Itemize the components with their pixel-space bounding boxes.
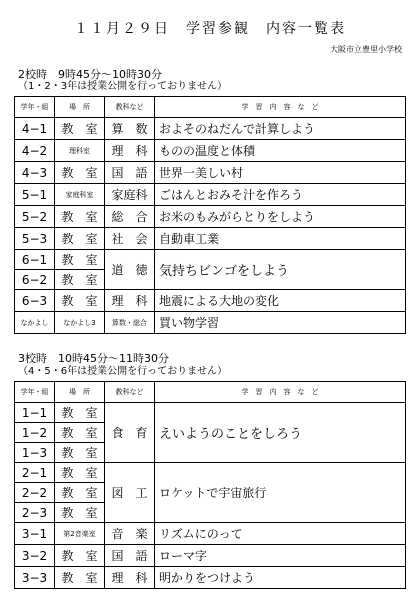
- content-cell: 買い物学習: [155, 312, 406, 334]
- grade-cell: 3−1: [15, 523, 55, 545]
- table-row: [15, 118, 406, 140]
- header-content: 学 習 内 容 な ど: [155, 97, 406, 118]
- content-cell: ごはんとおみそ汁を作ろう: [155, 184, 406, 206]
- content-cell: リズムにのって: [155, 523, 406, 545]
- place-cell: 教 室: [55, 290, 105, 312]
- place-cell: なかよし3: [55, 312, 105, 334]
- grade-cell: 4−2: [15, 140, 55, 162]
- grade-cell: 3−3: [15, 567, 55, 589]
- table-row: [15, 228, 406, 250]
- subject-cell: 総 合: [105, 206, 155, 228]
- subject-cell: 理 科: [105, 290, 155, 312]
- period2-time: 2校時 9時45分～10時30分: [18, 68, 162, 81]
- period3-time: 3校時 10時45分～11時30分: [18, 352, 169, 365]
- table-row: [15, 140, 406, 162]
- place-cell: 教 室: [55, 403, 105, 423]
- place-cell: 家庭科室: [55, 184, 105, 206]
- place-cell: 理科室: [55, 140, 105, 162]
- content-cell: ロケットで宇宙旅行: [155, 463, 406, 523]
- subject-cell: 算数・総合: [105, 312, 155, 334]
- grade-cell: 1−2: [15, 423, 55, 443]
- grade-cell: 1−3: [15, 443, 55, 463]
- period3-note: （4・5・6年は授業公開を行っておりません）: [18, 366, 228, 377]
- page-title: １１月２９日 学習参観 内容一覧表: [74, 21, 346, 37]
- header-subject: 教科など: [105, 97, 155, 118]
- header-grade: 学年・組: [15, 97, 55, 118]
- content-cell: ローマ字: [155, 545, 406, 567]
- table-row: [15, 312, 406, 334]
- header-place: 場 所: [55, 382, 105, 403]
- table-header-row: [15, 382, 406, 403]
- grade-cell: 4−3: [15, 162, 55, 184]
- table-row: [15, 250, 406, 270]
- header-content: 学 習 内 容 な ど: [155, 382, 406, 403]
- subject-cell: 図 工: [105, 463, 155, 523]
- place-cell: 教 室: [55, 567, 105, 589]
- grade-cell: 6−3: [15, 290, 55, 312]
- header-place: 場 所: [55, 97, 105, 118]
- header-grade: 学年・組: [15, 382, 55, 403]
- grade-cell: 6−2: [15, 270, 55, 290]
- place-cell: 教 室: [55, 545, 105, 567]
- grade-cell: 4−1: [15, 118, 55, 140]
- grade-cell: 1−1: [15, 403, 55, 423]
- period3-table: [14, 381, 406, 589]
- period2-note: （1・2・3年は授業公開を行っておりません）: [18, 81, 228, 92]
- table-row: [15, 523, 406, 545]
- table-row: [15, 184, 406, 206]
- subject-cell: 社 会: [105, 228, 155, 250]
- table-row: [15, 290, 406, 312]
- grade-cell: 2−3: [15, 503, 55, 523]
- header-subject: 教科など: [105, 382, 155, 403]
- table-row: [15, 567, 406, 589]
- content-cell: 明かりをつけよう: [155, 567, 406, 589]
- place-cell: 教 室: [55, 206, 105, 228]
- table-header-row: [15, 97, 406, 118]
- place-cell: 教 室: [55, 503, 105, 523]
- content-cell: お米のもみがらとりをしよう: [155, 206, 406, 228]
- table-row: [15, 162, 406, 184]
- grade-cell: 5−1: [15, 184, 55, 206]
- place-cell: 第2音楽室: [55, 523, 105, 545]
- school-name: 大阪市立豊里小学校: [330, 45, 402, 54]
- content-cell: えいようのことをしろう: [155, 403, 406, 463]
- place-cell: 教 室: [55, 270, 105, 290]
- table-row: [15, 463, 406, 483]
- grade-cell: 2−2: [15, 483, 55, 503]
- subject-cell: 国 語: [105, 545, 155, 567]
- content-cell: 気持ちビンゴをしよう: [155, 250, 406, 290]
- subject-cell: 理 科: [105, 567, 155, 589]
- grade-cell: 6−1: [15, 250, 55, 270]
- content-cell: およそのねだんで計算しよう: [155, 118, 406, 140]
- content-cell: 自動車工業: [155, 228, 406, 250]
- place-cell: 教 室: [55, 423, 105, 443]
- subject-cell: 家庭科: [105, 184, 155, 206]
- subject-cell: 国 語: [105, 162, 155, 184]
- place-cell: 教 室: [55, 483, 105, 503]
- content-cell: ものの温度と体積: [155, 140, 406, 162]
- place-cell: 教 室: [55, 228, 105, 250]
- grade-cell: 5−2: [15, 206, 55, 228]
- subject-cell: 音 楽: [105, 523, 155, 545]
- grade-cell: 2−1: [15, 463, 55, 483]
- place-cell: 教 室: [55, 118, 105, 140]
- period2-table: [14, 96, 406, 334]
- place-cell: 教 室: [55, 463, 105, 483]
- place-cell: 教 室: [55, 162, 105, 184]
- subject-cell: 道 徳: [105, 250, 155, 290]
- grade-cell: 5−3: [15, 228, 55, 250]
- subject-cell: 算 数: [105, 118, 155, 140]
- place-cell: 教 室: [55, 250, 105, 270]
- content-cell: 世界一美しい村: [155, 162, 406, 184]
- place-cell: 教 室: [55, 443, 105, 463]
- table-row: [15, 206, 406, 228]
- grade-cell: なかよし: [15, 312, 55, 334]
- content-cell: 地震による大地の変化: [155, 290, 406, 312]
- table-row: [15, 403, 406, 423]
- grade-cell: 3−2: [15, 545, 55, 567]
- table-row: [15, 545, 406, 567]
- subject-cell: 理 科: [105, 140, 155, 162]
- subject-cell: 食 育: [105, 403, 155, 463]
